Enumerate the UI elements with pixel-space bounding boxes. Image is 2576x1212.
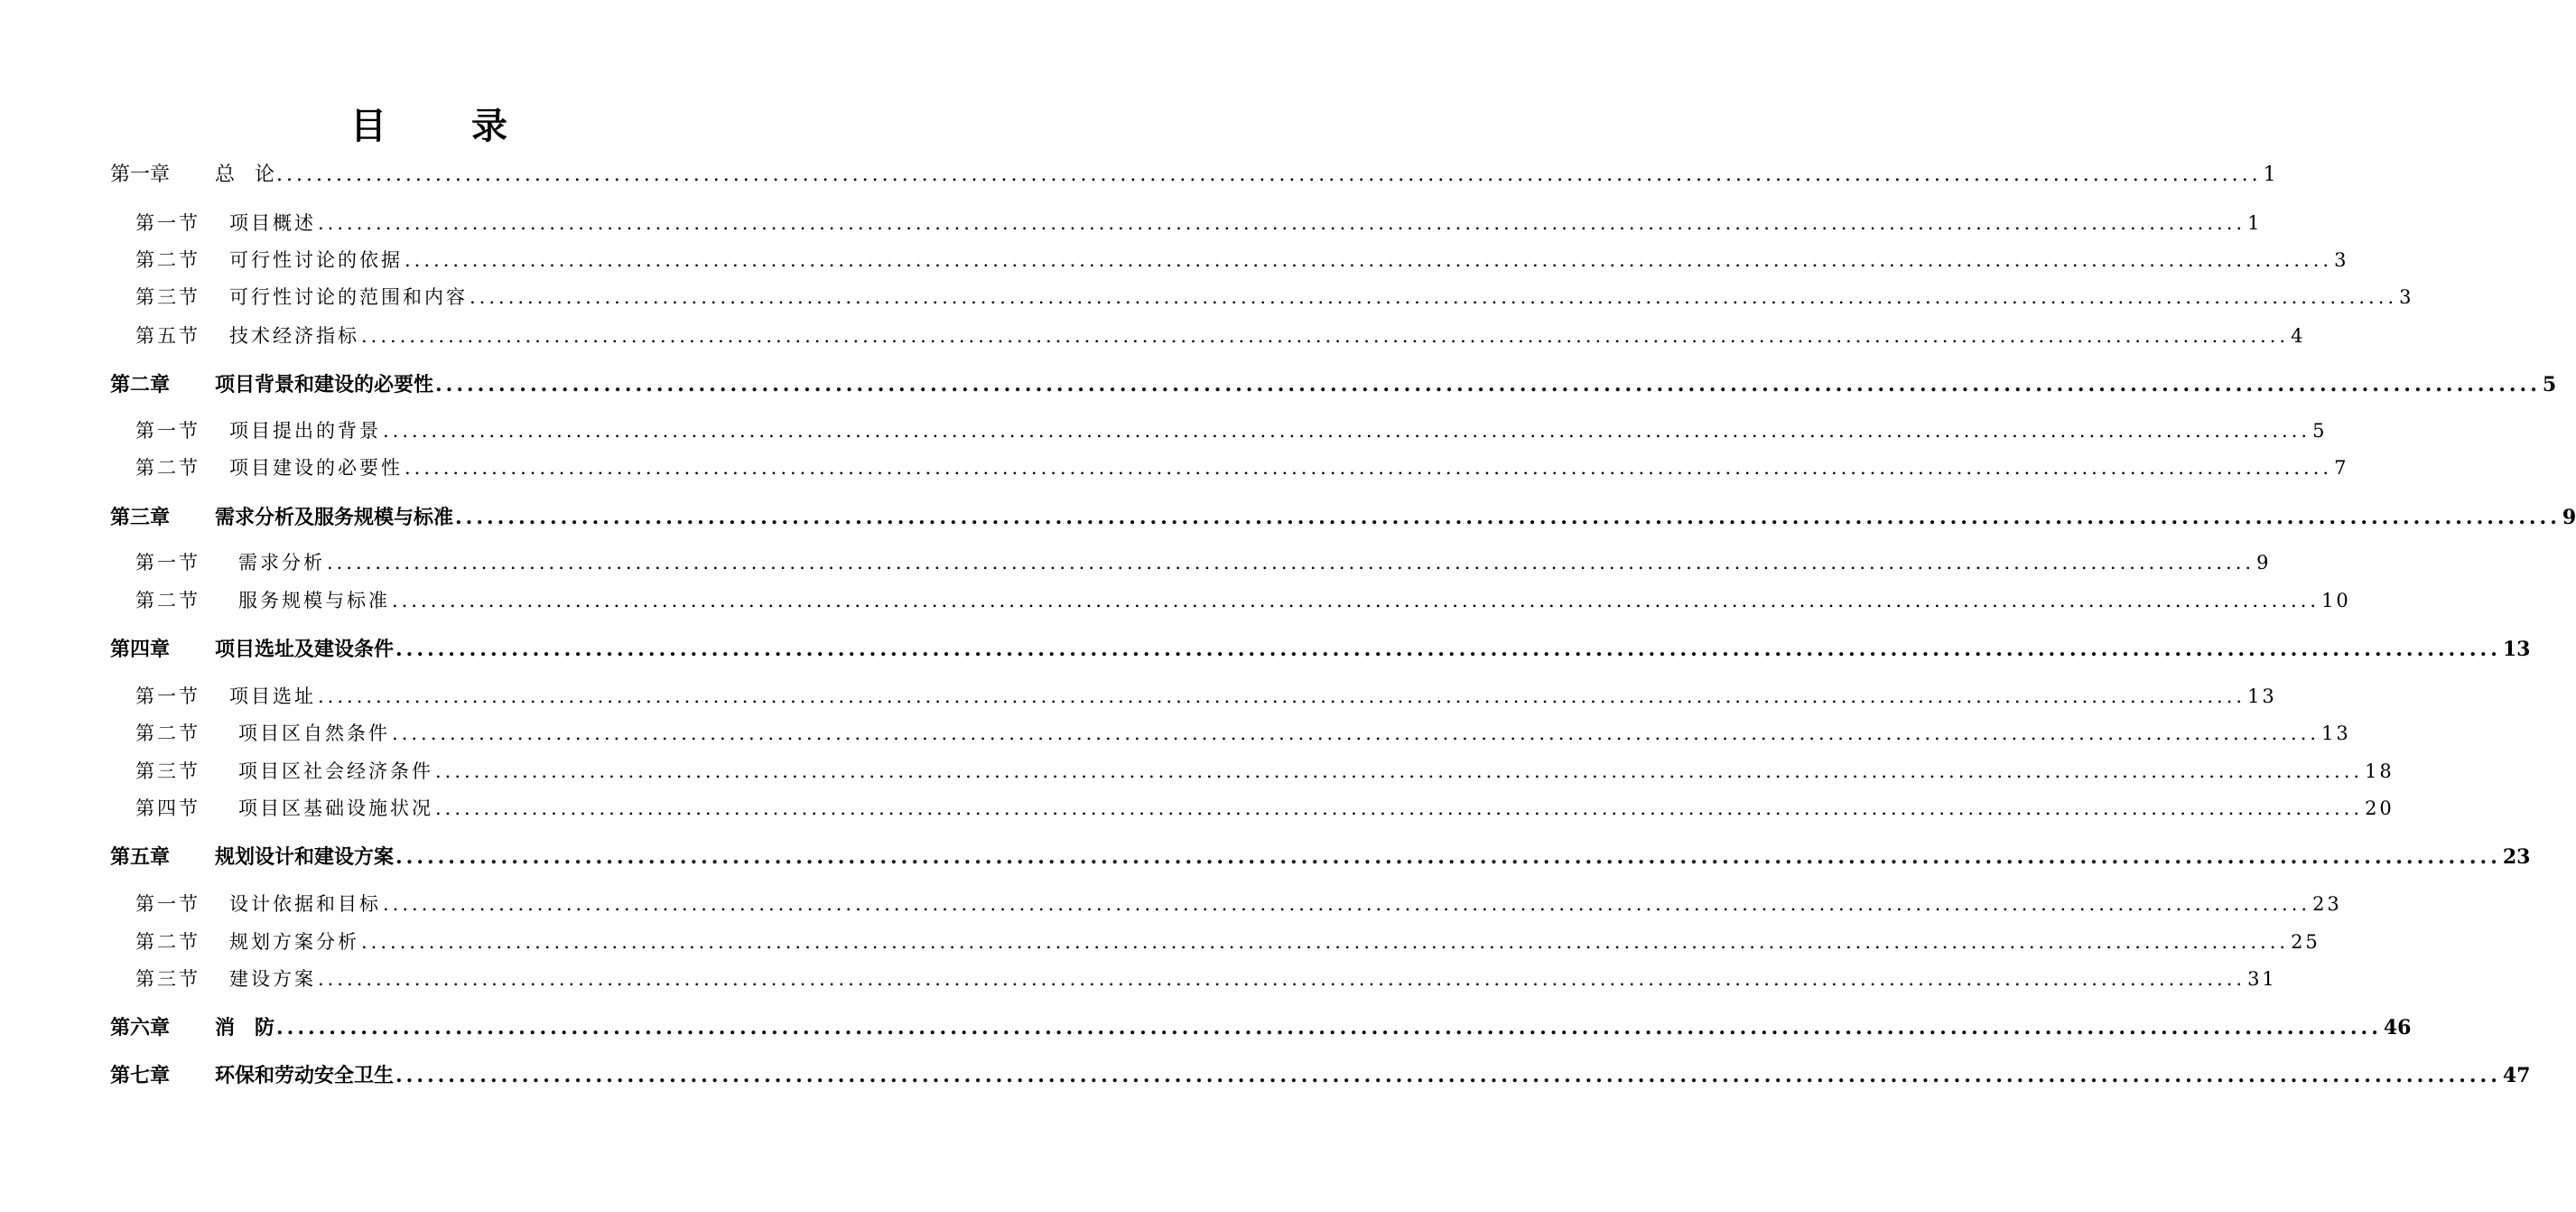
toc-leader-dots: ........................................................................................................................................................................................................	[392, 723, 2320, 744]
toc-chapter-entry[interactable]	[0, 502, 2576, 531]
toc-page-number: 13	[2502, 638, 2531, 661]
toc-entry-label	[135, 965, 316, 992]
toc-entry-number: 第三节	[135, 968, 200, 990]
toc-leader-dots: ........................................................................................................................................................................................................	[276, 163, 2262, 186]
toc-entry-label	[135, 453, 403, 480]
toc-page-number: 23	[2312, 893, 2342, 915]
toc-entry-label	[135, 890, 381, 917]
toc-leader-dots: ........................................................................................................................................................................................................	[318, 968, 2246, 990]
toc-entry-label	[135, 757, 433, 784]
toc-page-number: 1	[2263, 163, 2276, 186]
toc-leader-dots: ........................................................................................................................................................................................................	[318, 212, 2246, 234]
toc-entry-title: 项目区自然条件	[238, 723, 390, 744]
toc-page-number: 7	[2334, 457, 2349, 479]
toc-entry-title: 可行性讨论的范围和内容	[229, 286, 468, 308]
toc-leader-dots: ........................................................................................................................................................................................................	[455, 506, 2561, 529]
toc-chapter-entry[interactable]	[0, 842, 2531, 871]
toc-entry-label	[110, 502, 453, 530]
toc-page-number: 25	[2291, 931, 2320, 953]
toc-entry-label	[110, 1012, 274, 1040]
toc-entry-label	[135, 283, 468, 310]
toc-entry-label	[110, 634, 394, 662]
toc-entry-title: 规划方案分析	[229, 931, 359, 953]
toc-entry-title: 技术经济指标	[229, 325, 359, 347]
toc-entry-title: 项目建设的必要性	[229, 457, 403, 479]
toc-entry-label	[110, 369, 433, 397]
toc-page-number: 3	[2334, 249, 2349, 271]
toc-section-entry[interactable]	[0, 453, 2349, 482]
toc-entry-number: 第一章	[110, 163, 171, 186]
toc-page-number: 4	[2291, 325, 2306, 347]
toc-entry-label	[135, 586, 390, 613]
toc-section-entry[interactable]	[0, 283, 2414, 312]
toc-page-number: 9	[2562, 506, 2576, 529]
toc-section-entry[interactable]	[0, 965, 2277, 993]
toc-leader-dots: ........................................................................................................................................................................................................	[405, 457, 2333, 479]
toc-entry-title: 设计依据和目标	[229, 893, 381, 915]
toc-leader-dots: ........................................................................................................................................................................................................	[383, 420, 2311, 442]
toc-entry-label	[110, 159, 274, 187]
toc-leader-dots: ........................................................................................................................................................................................................	[361, 931, 2290, 953]
toc-leader-dots: ........................................................................................................................................................................................................	[395, 1064, 2501, 1087]
toc-page-number: 10	[2321, 590, 2351, 611]
toc-page-number: 1	[2247, 212, 2263, 234]
toc-section-entry[interactable]	[0, 246, 2349, 275]
toc-chapter-entry[interactable]	[0, 634, 2531, 663]
toc-entry-number: 第一节	[135, 420, 200, 442]
toc-entry-number: 第二节	[135, 590, 200, 611]
toc-entry-label	[135, 928, 359, 955]
toc-entry-label	[135, 548, 325, 575]
toc-entry-label	[110, 842, 394, 870]
toc-section-entry[interactable]	[0, 794, 2395, 823]
toc-leader-dots: ........................................................................................................................................................................................................	[395, 845, 2501, 869]
toc-entry-label	[135, 416, 381, 443]
toc-entry-title: 项目选址	[229, 685, 316, 707]
toc-entry-number: 第一节	[135, 685, 200, 707]
toc-entry-label	[135, 682, 316, 709]
toc-entry-title: 消 防	[215, 1016, 275, 1040]
toc-entry-label	[110, 1060, 394, 1088]
toc-leader-dots: ........................................................................................................................................................................................................	[470, 286, 2398, 308]
toc-section-entry[interactable]	[0, 322, 2306, 350]
toc-entry-title: 项目概述	[229, 212, 316, 234]
toc-section-entry[interactable]	[0, 890, 2342, 918]
toc-page-number: 18	[2365, 760, 2395, 782]
toc-leader-dots: ........................................................................................................................................................................................................	[361, 325, 2290, 347]
toc-section-entry[interactable]	[0, 757, 2395, 786]
toc-page-number: 13	[2247, 685, 2277, 707]
toc-page-number: 3	[2399, 286, 2414, 308]
toc-page-number: 31	[2247, 968, 2277, 990]
toc-page-number: 23	[2502, 845, 2531, 869]
toc-entry-title: 项目区基础设施状况	[238, 797, 433, 819]
page-title: 目 录	[350, 105, 544, 147]
toc-page-number: 46	[2383, 1016, 2412, 1040]
toc-chapter-entry[interactable]	[0, 369, 2557, 398]
toc-entry-title: 服务规模与标准	[238, 590, 390, 611]
toc-entry-label	[135, 719, 390, 746]
toc-leader-dots: ........................................................................................................................................................................................................	[435, 373, 2541, 396]
toc-leader-dots: ........................................................................................................................................................................................................	[435, 760, 2364, 782]
toc-chapter-entry[interactable]	[0, 1060, 2531, 1089]
toc-entry-title: 需求分析及服务规模与标准	[215, 506, 454, 529]
toc-entry-title: 项目提出的背景	[229, 420, 381, 442]
toc-entry-title: 总 论	[215, 163, 275, 186]
toc-page-number: 5	[2312, 420, 2328, 442]
toc-entry-title: 项目区社会经济条件	[238, 760, 433, 782]
toc-page-number: 13	[2321, 723, 2351, 744]
toc-section-entry[interactable]	[0, 416, 2328, 445]
toc-entry-label	[135, 246, 403, 273]
toc-page-number: 20	[2365, 797, 2395, 819]
toc-section-entry[interactable]	[0, 586, 2351, 615]
toc-entry-number: 第三节	[135, 760, 200, 782]
toc-entry-number: 第六章	[110, 1016, 171, 1040]
toc-entry-number: 第二节	[135, 931, 200, 953]
toc-entry-title: 项目背景和建设的必要性	[215, 373, 434, 396]
toc-entry-number: 第一节	[135, 552, 200, 573]
toc-page-number: 5	[2542, 373, 2557, 396]
toc-entry-title: 项目选址及建设条件	[215, 638, 395, 661]
toc-leader-dots: ........................................................................................................................................................................................................	[327, 552, 2255, 573]
toc-page-number: 47	[2502, 1064, 2531, 1087]
toc-entry-title: 建设方案	[229, 968, 316, 990]
toc-entry-title: 规划设计和建设方案	[215, 845, 395, 869]
toc-entry-number: 第四章	[110, 638, 171, 661]
toc-entry-number: 第二节	[135, 249, 200, 271]
toc-page-number: 9	[2256, 552, 2272, 573]
toc-entry-title: 需求分析	[238, 552, 325, 573]
toc-leader-dots: ........................................................................................................................................................................................................	[276, 1016, 2382, 1040]
toc-section-entry[interactable]	[0, 682, 2277, 711]
toc-entry-label	[135, 322, 359, 349]
toc-entry-number: 第五章	[110, 845, 171, 869]
toc-section-entry[interactable]	[0, 719, 2351, 748]
toc-leader-dots: ........................................................................................................................................................................................................	[405, 249, 2333, 271]
toc-chapter-entry[interactable]	[0, 159, 2276, 188]
toc-leader-dots: ........................................................................................................................................................................................................	[383, 893, 2311, 915]
toc-entry-label	[135, 209, 316, 236]
toc-section-entry[interactable]	[0, 548, 2272, 577]
toc-entry-title: 环保和劳动安全卫生	[215, 1064, 395, 1087]
toc-entry-number: 第一节	[135, 893, 200, 915]
toc-entry-number: 第三节	[135, 286, 200, 308]
toc-entry-number: 第三章	[110, 506, 171, 529]
toc-entry-label	[135, 794, 433, 821]
toc-entry-number: 第二章	[110, 373, 171, 396]
toc-entry-number: 第一节	[135, 212, 200, 234]
toc-entry-number: 第七章	[110, 1064, 171, 1087]
toc-chapter-entry[interactable]	[0, 1012, 2412, 1041]
toc-entry-number: 第五节	[135, 325, 200, 347]
toc-leader-dots: ........................................................................................................................................................................................................	[318, 685, 2246, 707]
toc-entry-number: 第二节	[135, 723, 200, 744]
toc-leader-dots: ........................................................................................................................................................................................................	[395, 638, 2501, 661]
toc-section-entry[interactable]	[0, 209, 2263, 238]
toc-leader-dots: ........................................................................................................................................................................................................	[435, 797, 2364, 819]
toc-leader-dots: ........................................................................................................................................................................................................	[392, 590, 2320, 611]
toc-entry-title: 可行性讨论的依据	[229, 249, 403, 271]
toc-section-entry[interactable]	[0, 928, 2320, 956]
toc-entry-number: 第二节	[135, 457, 200, 479]
toc-entry-number: 第四节	[135, 797, 200, 819]
